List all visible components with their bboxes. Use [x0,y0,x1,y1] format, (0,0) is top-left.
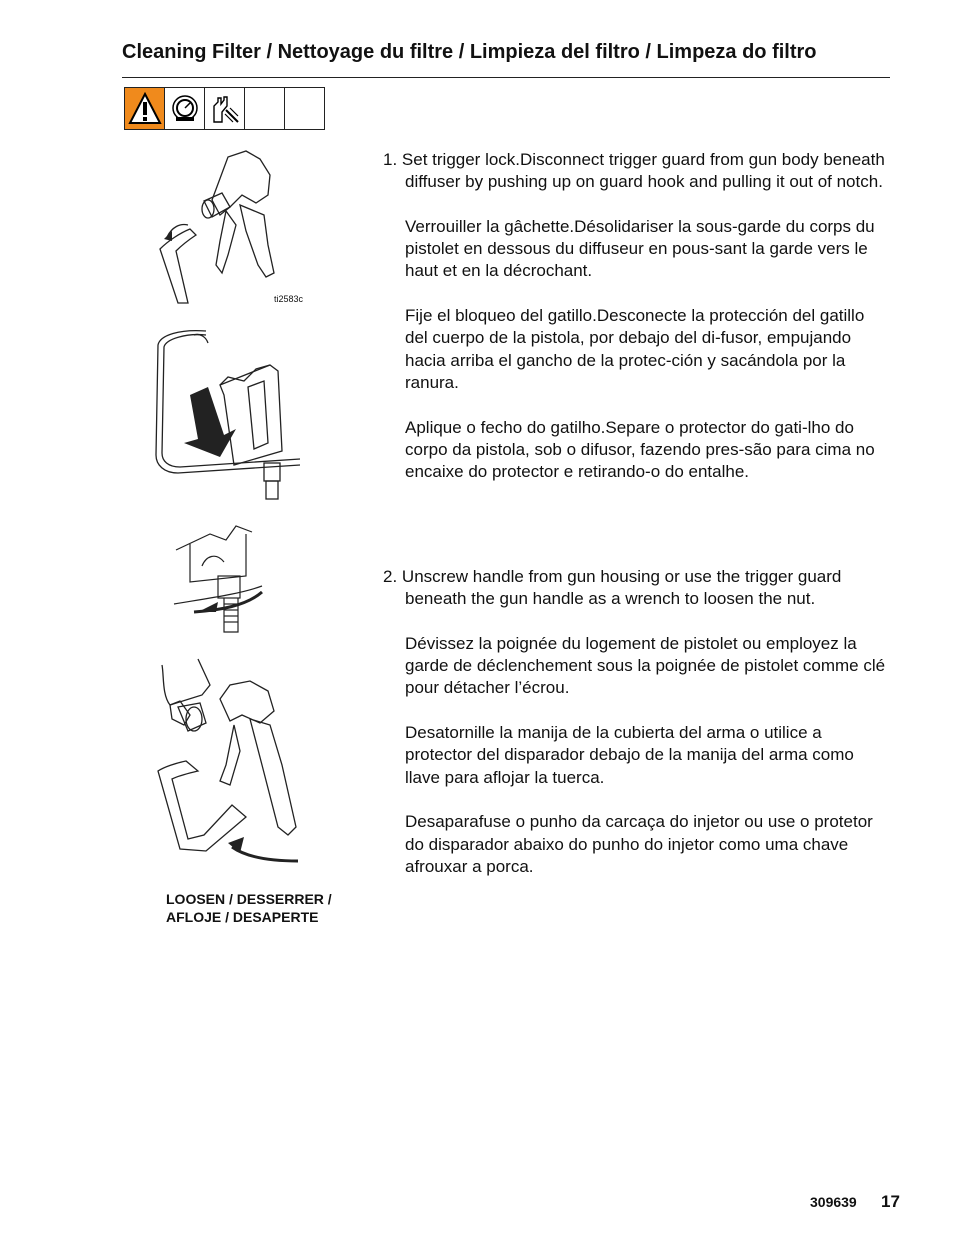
step-1-english [383,149,888,194]
figure-disconnect-trigger-guard [150,145,315,310]
figure-wrench-guard [150,655,310,870]
figure-code-label: ti2583c [274,294,304,304]
document-number: 309639 [810,1194,857,1210]
step-2-portuguese: Desaparafuse o punho da carcaça do injetor ou use o protetor do disparador abaixo do punho do injetor como uma chave afrouxar a porca. [405,812,873,876]
loosen-label-line1: LOOSEN / DESSERRER / [166,891,332,907]
step-number: 2. [383,567,398,586]
figure-guard-pull-down [150,325,300,505]
step-1-portuguese: Aplique o fecho do gatilho.Separe o protector do gati-lho do corpo da pistola, sob o difusor, fazendo pres-são para cima no encaixe do protector e retirando-o do entalhe. [405,417,875,482]
injection-hazard-icon [205,88,245,129]
empty-icon-cell [285,88,324,129]
step-2-english [383,566,888,611]
page-title: Cleaning Filter / Nettoyage du filtre / Limpieza del filtro / Limpeza do filtro [122,41,817,63]
hazard-icon-strip [124,87,325,130]
page-number: 17 [881,1192,900,1211]
step-text-en: Unscrew handle from gun housing or use the trigger guard beneath the gun handle as a wrench to loosen the nut. [401,567,842,609]
pressure-gauge-icon [165,88,205,129]
step-text-en: Set trigger lock.Disconnect trigger guard from gun body beneath diffuser by pushing up on guard hook and pulling it out of notch. [401,150,885,192]
step-2-french: Dévissez la poignée du logement de pistolet ou employez la garde de déclenchement sous la poignée de pistolet comme clé pour détacher l’écrou. [405,633,886,698]
step-2-spanish: Desatornille la manija de la cubierta del arma o utilice a protector del disparador debajo de la manija del arma como llave para aflojar la tuerca. [405,723,854,787]
title-rule [122,77,890,78]
loosen-label-line2: AFLOJE / DESAPERTE [166,909,319,925]
step-1-spanish: Fije el bloqueo del gatillo.Desconecte la protección del gatillo del cuerpo de la pistola, por debajo del di-fusor, empujando hacia arriba el gancho de la protec-ción y sacándola por la ranura. [405,306,865,392]
step-1-french: Verrouiller la gâchette.Désolidariser la sous-garde du corps du pistolet en dessous du diffuseur en pous-sant la garde vers le haut et en la décrochant. [405,216,875,281]
step-2 [383,566,888,878]
loosen-label [166,890,332,926]
empty-icon-cell [245,88,285,129]
step-number: 1. [383,150,398,169]
step-1 [383,149,888,483]
warning-icon [125,88,165,129]
figure-loosen-nut [170,520,275,640]
